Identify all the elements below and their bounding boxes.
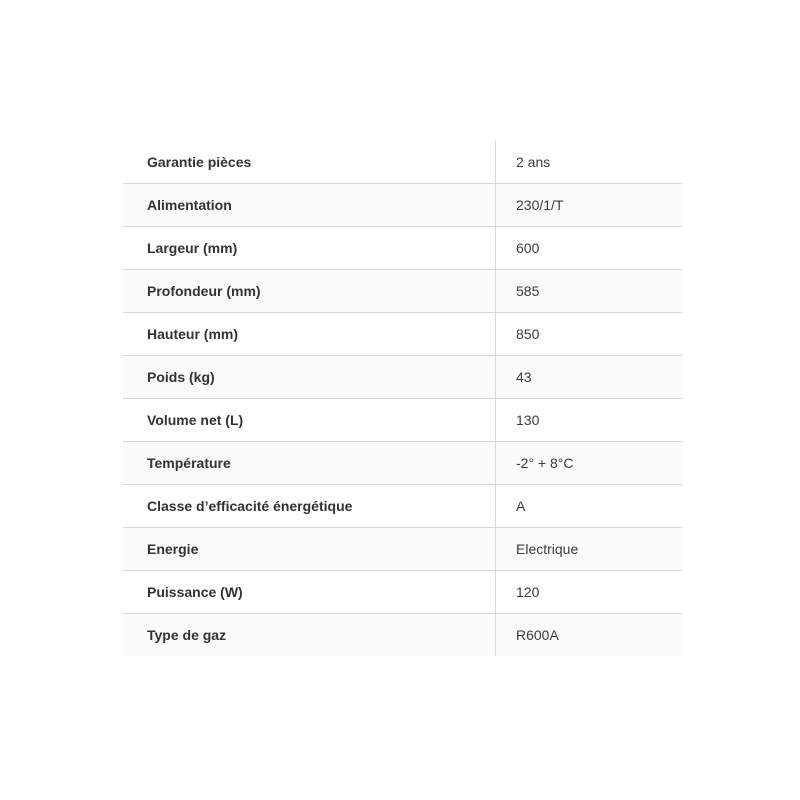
spec-label: Alimentation bbox=[147, 197, 232, 213]
spec-table-row bbox=[123, 527, 682, 570]
spec-table-row bbox=[123, 398, 682, 441]
spec-table-row bbox=[123, 312, 682, 355]
spec-label: Poids (kg) bbox=[147, 369, 215, 385]
spec-value: 230/1/T bbox=[495, 184, 682, 226]
spec-table-row bbox=[123, 570, 682, 613]
spec-value: 120 bbox=[495, 571, 682, 613]
spec-table-row bbox=[123, 140, 682, 183]
spec-table-row bbox=[123, 183, 682, 226]
spec-value: 850 bbox=[495, 313, 682, 355]
spec-table-row bbox=[123, 269, 682, 312]
spec-value: A bbox=[495, 485, 682, 527]
spec-label: Température bbox=[147, 455, 231, 471]
spec-table-row bbox=[123, 441, 682, 484]
spec-value: Electrique bbox=[495, 528, 682, 570]
spec-value: 130 bbox=[495, 399, 682, 441]
spec-label: Puissance (W) bbox=[147, 584, 243, 600]
spec-value: 585 bbox=[495, 270, 682, 312]
spec-label: Garantie pièces bbox=[147, 153, 252, 170]
spec-label: Profondeur (mm) bbox=[147, 283, 261, 299]
spec-value: -2° + 8°C bbox=[495, 442, 682, 484]
spec-label: Energie bbox=[147, 541, 199, 557]
spec-label: Classe d’efficacité énergétique bbox=[147, 498, 353, 514]
spec-label: Largeur (mm) bbox=[147, 240, 238, 256]
spec-value: 43 bbox=[495, 356, 682, 398]
spec-table-row bbox=[123, 355, 682, 398]
spec-value: R600A bbox=[495, 614, 682, 656]
spec-table-row bbox=[123, 226, 682, 269]
spec-value: 2 ans bbox=[495, 140, 682, 183]
spec-table-row bbox=[123, 484, 682, 527]
specifications-table bbox=[123, 140, 682, 656]
spec-label: Volume net (L) bbox=[147, 412, 244, 428]
spec-label: Type de gaz bbox=[147, 627, 227, 643]
spec-label: Hauteur (mm) bbox=[147, 326, 239, 342]
spec-value: 600 bbox=[495, 227, 682, 269]
spec-table-row bbox=[123, 613, 682, 656]
